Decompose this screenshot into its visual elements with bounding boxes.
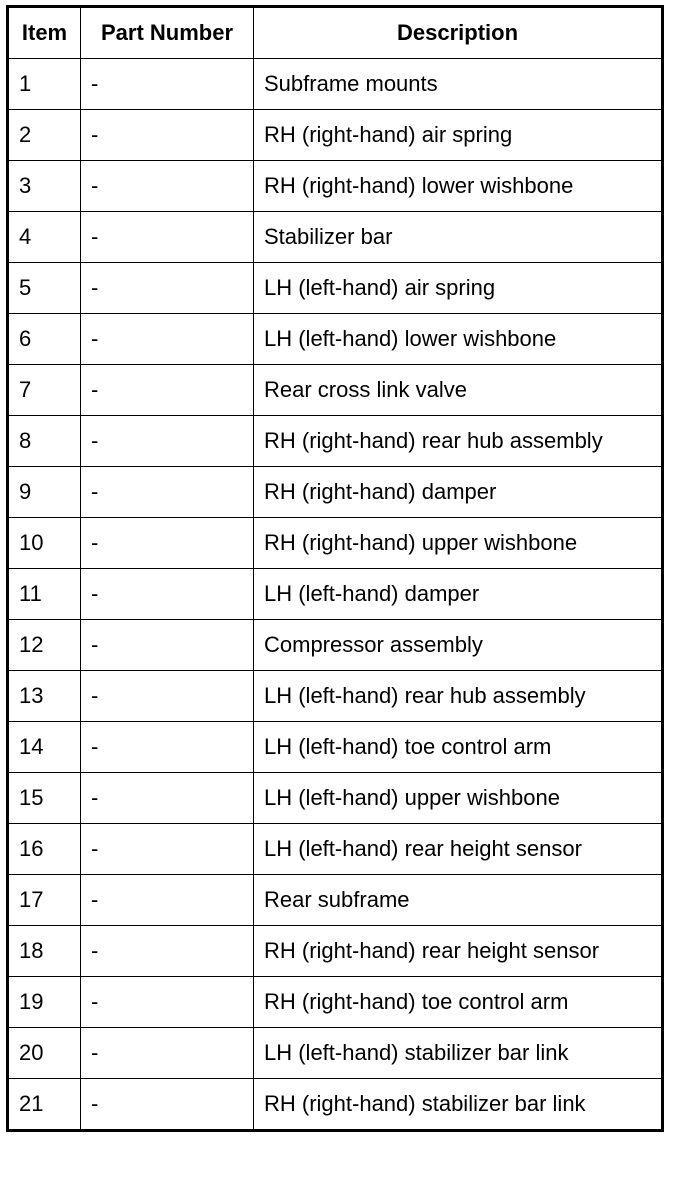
part-number-cell: -	[81, 314, 254, 365]
table-row	[8, 926, 663, 977]
part-number-cell: -	[81, 59, 254, 110]
description-cell: RH (right-hand) damper	[254, 467, 663, 518]
header-item: Item	[8, 7, 81, 59]
description-cell: RH (right-hand) rear height sensor	[254, 926, 663, 977]
item-cell: 16	[8, 824, 81, 875]
part-number-cell: -	[81, 773, 254, 824]
description-cell: Stabilizer bar	[254, 212, 663, 263]
description-cell: LH (left-hand) air spring	[254, 263, 663, 314]
item-cell: 12	[8, 620, 81, 671]
description-cell: RH (right-hand) stabilizer bar link	[254, 1079, 663, 1131]
description-cell: LH (left-hand) rear hub assembly	[254, 671, 663, 722]
description-cell: Subframe mounts	[254, 59, 663, 110]
item-cell: 9	[8, 467, 81, 518]
description-cell: LH (left-hand) rear height sensor	[254, 824, 663, 875]
item-cell: 19	[8, 977, 81, 1028]
description-cell: Rear subframe	[254, 875, 663, 926]
part-number-cell: -	[81, 569, 254, 620]
description-cell: LH (left-hand) stabilizer bar link	[254, 1028, 663, 1079]
part-number-cell: -	[81, 1079, 254, 1131]
item-cell: 5	[8, 263, 81, 314]
table-row	[8, 467, 663, 518]
item-cell: 10	[8, 518, 81, 569]
table-row	[8, 161, 663, 212]
item-cell: 4	[8, 212, 81, 263]
description-cell: RH (right-hand) upper wishbone	[254, 518, 663, 569]
item-cell: 6	[8, 314, 81, 365]
description-cell: LH (left-hand) upper wishbone	[254, 773, 663, 824]
description-cell: RH (right-hand) lower wishbone	[254, 161, 663, 212]
table-row	[8, 416, 663, 467]
table-row	[8, 110, 663, 161]
part-number-cell: -	[81, 875, 254, 926]
table-row	[8, 365, 663, 416]
item-cell: 7	[8, 365, 81, 416]
table-row	[8, 722, 663, 773]
item-cell: 18	[8, 926, 81, 977]
part-number-cell: -	[81, 161, 254, 212]
table-row	[8, 620, 663, 671]
item-cell: 20	[8, 1028, 81, 1079]
header-part-number: Part Number	[81, 7, 254, 59]
part-number-cell: -	[81, 824, 254, 875]
header-description: Description	[254, 7, 663, 59]
part-number-cell: -	[81, 518, 254, 569]
table-row	[8, 263, 663, 314]
part-number-cell: -	[81, 365, 254, 416]
item-cell: 17	[8, 875, 81, 926]
description-cell: Rear cross link valve	[254, 365, 663, 416]
description-cell: RH (right-hand) toe control arm	[254, 977, 663, 1028]
table-row	[8, 773, 663, 824]
part-number-cell: -	[81, 416, 254, 467]
table-row	[8, 671, 663, 722]
part-number-cell: -	[81, 620, 254, 671]
table-row	[8, 314, 663, 365]
table-row	[8, 824, 663, 875]
part-number-cell: -	[81, 212, 254, 263]
item-cell: 13	[8, 671, 81, 722]
header-row	[8, 7, 663, 59]
table-row	[8, 59, 663, 110]
description-cell: LH (left-hand) damper	[254, 569, 663, 620]
item-cell: 11	[8, 569, 81, 620]
part-number-cell: -	[81, 722, 254, 773]
table-row	[8, 518, 663, 569]
description-cell: LH (left-hand) toe control arm	[254, 722, 663, 773]
item-cell: 2	[8, 110, 81, 161]
table-row	[8, 1079, 663, 1131]
description-cell: Compressor assembly	[254, 620, 663, 671]
table-row	[8, 569, 663, 620]
item-cell: 15	[8, 773, 81, 824]
table-row	[8, 212, 663, 263]
part-number-cell: -	[81, 110, 254, 161]
part-number-cell: -	[81, 671, 254, 722]
description-cell: RH (right-hand) air spring	[254, 110, 663, 161]
parts-table	[6, 5, 664, 1132]
description-cell: LH (left-hand) lower wishbone	[254, 314, 663, 365]
part-number-cell: -	[81, 263, 254, 314]
table-row	[8, 875, 663, 926]
item-cell: 8	[8, 416, 81, 467]
item-cell: 3	[8, 161, 81, 212]
item-cell: 14	[8, 722, 81, 773]
part-number-cell: -	[81, 977, 254, 1028]
item-cell: 21	[8, 1079, 81, 1131]
table-body	[8, 59, 663, 1131]
table-header	[8, 7, 663, 59]
part-number-cell: -	[81, 1028, 254, 1079]
part-number-cell: -	[81, 926, 254, 977]
description-cell: RH (right-hand) rear hub assembly	[254, 416, 663, 467]
item-cell: 1	[8, 59, 81, 110]
part-number-cell: -	[81, 467, 254, 518]
table-row	[8, 1028, 663, 1079]
table-row	[8, 977, 663, 1028]
